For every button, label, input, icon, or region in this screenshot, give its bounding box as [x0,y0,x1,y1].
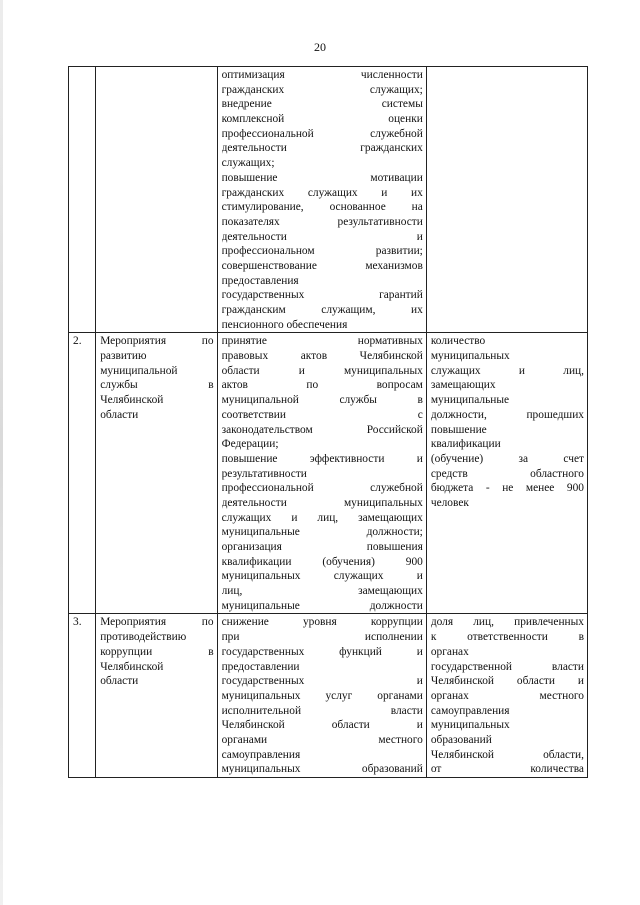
cell-line: деятельности муниципальных [221,496,423,509]
cell-line: исполнительной власти [221,704,423,717]
measure-name-cell [96,614,217,778]
tasks-cell [217,333,426,614]
cell-line: комплексной оценки [221,113,423,126]
cell-line: муниципальные должности; [221,526,423,539]
cell-line: деятельности гражданских [221,142,423,155]
cell-line: лиц, замещающих [221,585,423,598]
cell-line: Мероприятия по [100,335,214,348]
table-row [69,333,588,614]
cell-line: муниципальных услуг органами [221,689,423,702]
cell-line: профессиональной служебной [221,127,423,140]
cell-line: внедрение системы [221,98,423,111]
cell-line: муниципальных образований [221,763,423,776]
cell-line: Мероприятия по [100,616,214,629]
cell-line: службы в [100,379,214,392]
cell-line: государственных гарантий [221,289,423,302]
cell-line: государственных и [221,675,423,688]
cell-line: Челябинской области и [221,719,423,732]
cell-line: развитию [100,350,147,363]
cell-line: к ответственности в [430,631,584,644]
cell-line: самоуправления [430,704,510,717]
cell-line: муниципальных [430,350,510,363]
measures-table [68,66,588,778]
cell-line: правовых актов Челябинской [221,350,423,363]
cell-line: повышение эффективности и [221,452,423,465]
indicator-cell [426,333,587,614]
cell-line: от количества [430,763,584,776]
cell-line: организация повышения [221,541,423,553]
cell-line: совершенствование механизмов [221,259,423,272]
cell-line: Челябинской [100,394,164,407]
cell-line: актов по вопросам [221,379,423,392]
cell-line: служащих и лиц, [430,364,584,377]
table-row [69,67,588,333]
cell-line: замещающих [430,379,496,392]
cell-line: противодействию [100,631,187,644]
cell-line: оптимизация численности [221,69,423,81]
cell-line: Челябинской области, [430,748,584,761]
measure-name-cell [96,67,217,333]
row-number: 3. [69,614,96,778]
table-row [69,614,588,778]
cell-line: повышение мотивации [221,171,423,184]
cell-line: Челябинской области и [430,675,584,688]
cell-line: должности, прошедших [430,408,584,421]
cell-line: гражданских служащих; [221,83,423,96]
measure-name-cell [96,333,217,614]
cell-line: показателях результативности [221,215,423,228]
cell-line: профессиональной служебной [221,482,423,495]
cell-line: муниципальные должности [221,599,423,612]
page-number: 20 [314,40,326,54]
cell-line: средств областного [430,467,584,480]
cell-line: законодательством Российской [221,423,423,436]
indicator-cell [426,614,587,778]
cell-line: органами местного [221,733,423,746]
cell-line: Федерации; [221,438,279,451]
cell-line: области [100,408,139,421]
cell-line: служащих; [221,157,275,170]
cell-line: квалификации [430,438,501,451]
cell-line: человек [430,496,469,509]
row-number [69,67,96,333]
row-number: 2. [69,333,96,614]
cell-line: муниципальных служащих и [221,570,423,583]
cell-line: служащих и лиц, замещающих [221,511,423,524]
cell-line: предоставлении [221,660,300,673]
cell-line: Челябинской [100,660,164,673]
cell-line: принятие нормативных [221,335,423,348]
tasks-cell [217,67,426,333]
tasks-cell [217,614,426,778]
cell-line: квалификации (обучения) 900 [221,555,423,568]
cell-line: стимулирование, основанное на [221,201,423,214]
cell-line: повышение [430,423,487,436]
cell-line: деятельности и [221,230,423,243]
cell-line: снижение уровня коррупции [221,616,423,629]
cell-line: государственных функций и [221,645,423,658]
cell-line: соответствии с [221,408,423,421]
cell-line: муниципальные [430,394,510,407]
cell-line: при исполнении [221,631,423,644]
cell-line: органах [430,645,469,658]
cell-line: муниципальной [100,364,178,377]
cell-line: бюджета - не менее 900 [430,482,584,495]
cell-line: гражданских служащих и их [221,186,423,199]
cell-line: муниципальных [430,719,510,732]
cell-line: (обучение) за счет [430,452,584,465]
measures-table-body [69,67,588,778]
cell-line: государственной власти [430,660,584,673]
cell-line: доля лиц, привлеченных [430,616,584,629]
cell-line: области и муниципальных [221,364,423,377]
cell-line: образований [430,733,492,746]
cell-line: органах местного [430,689,584,702]
cell-line: гражданским служащим, их [221,304,423,316]
cell-line: пенсионного обеспечения [221,318,348,331]
scan-edge-shadow [0,0,3,905]
cell-line: профессиональном развитии; [221,245,423,258]
cell-line: количество [430,335,486,348]
indicator-cell [426,67,587,333]
cell-line: коррупции в [100,645,214,658]
cell-line: результативности [221,467,307,480]
cell-line: предоставления [221,274,299,287]
cell-line: муниципальной службы в [221,394,423,407]
cell-line: области [100,675,139,688]
cell-line: самоуправления [221,748,301,761]
